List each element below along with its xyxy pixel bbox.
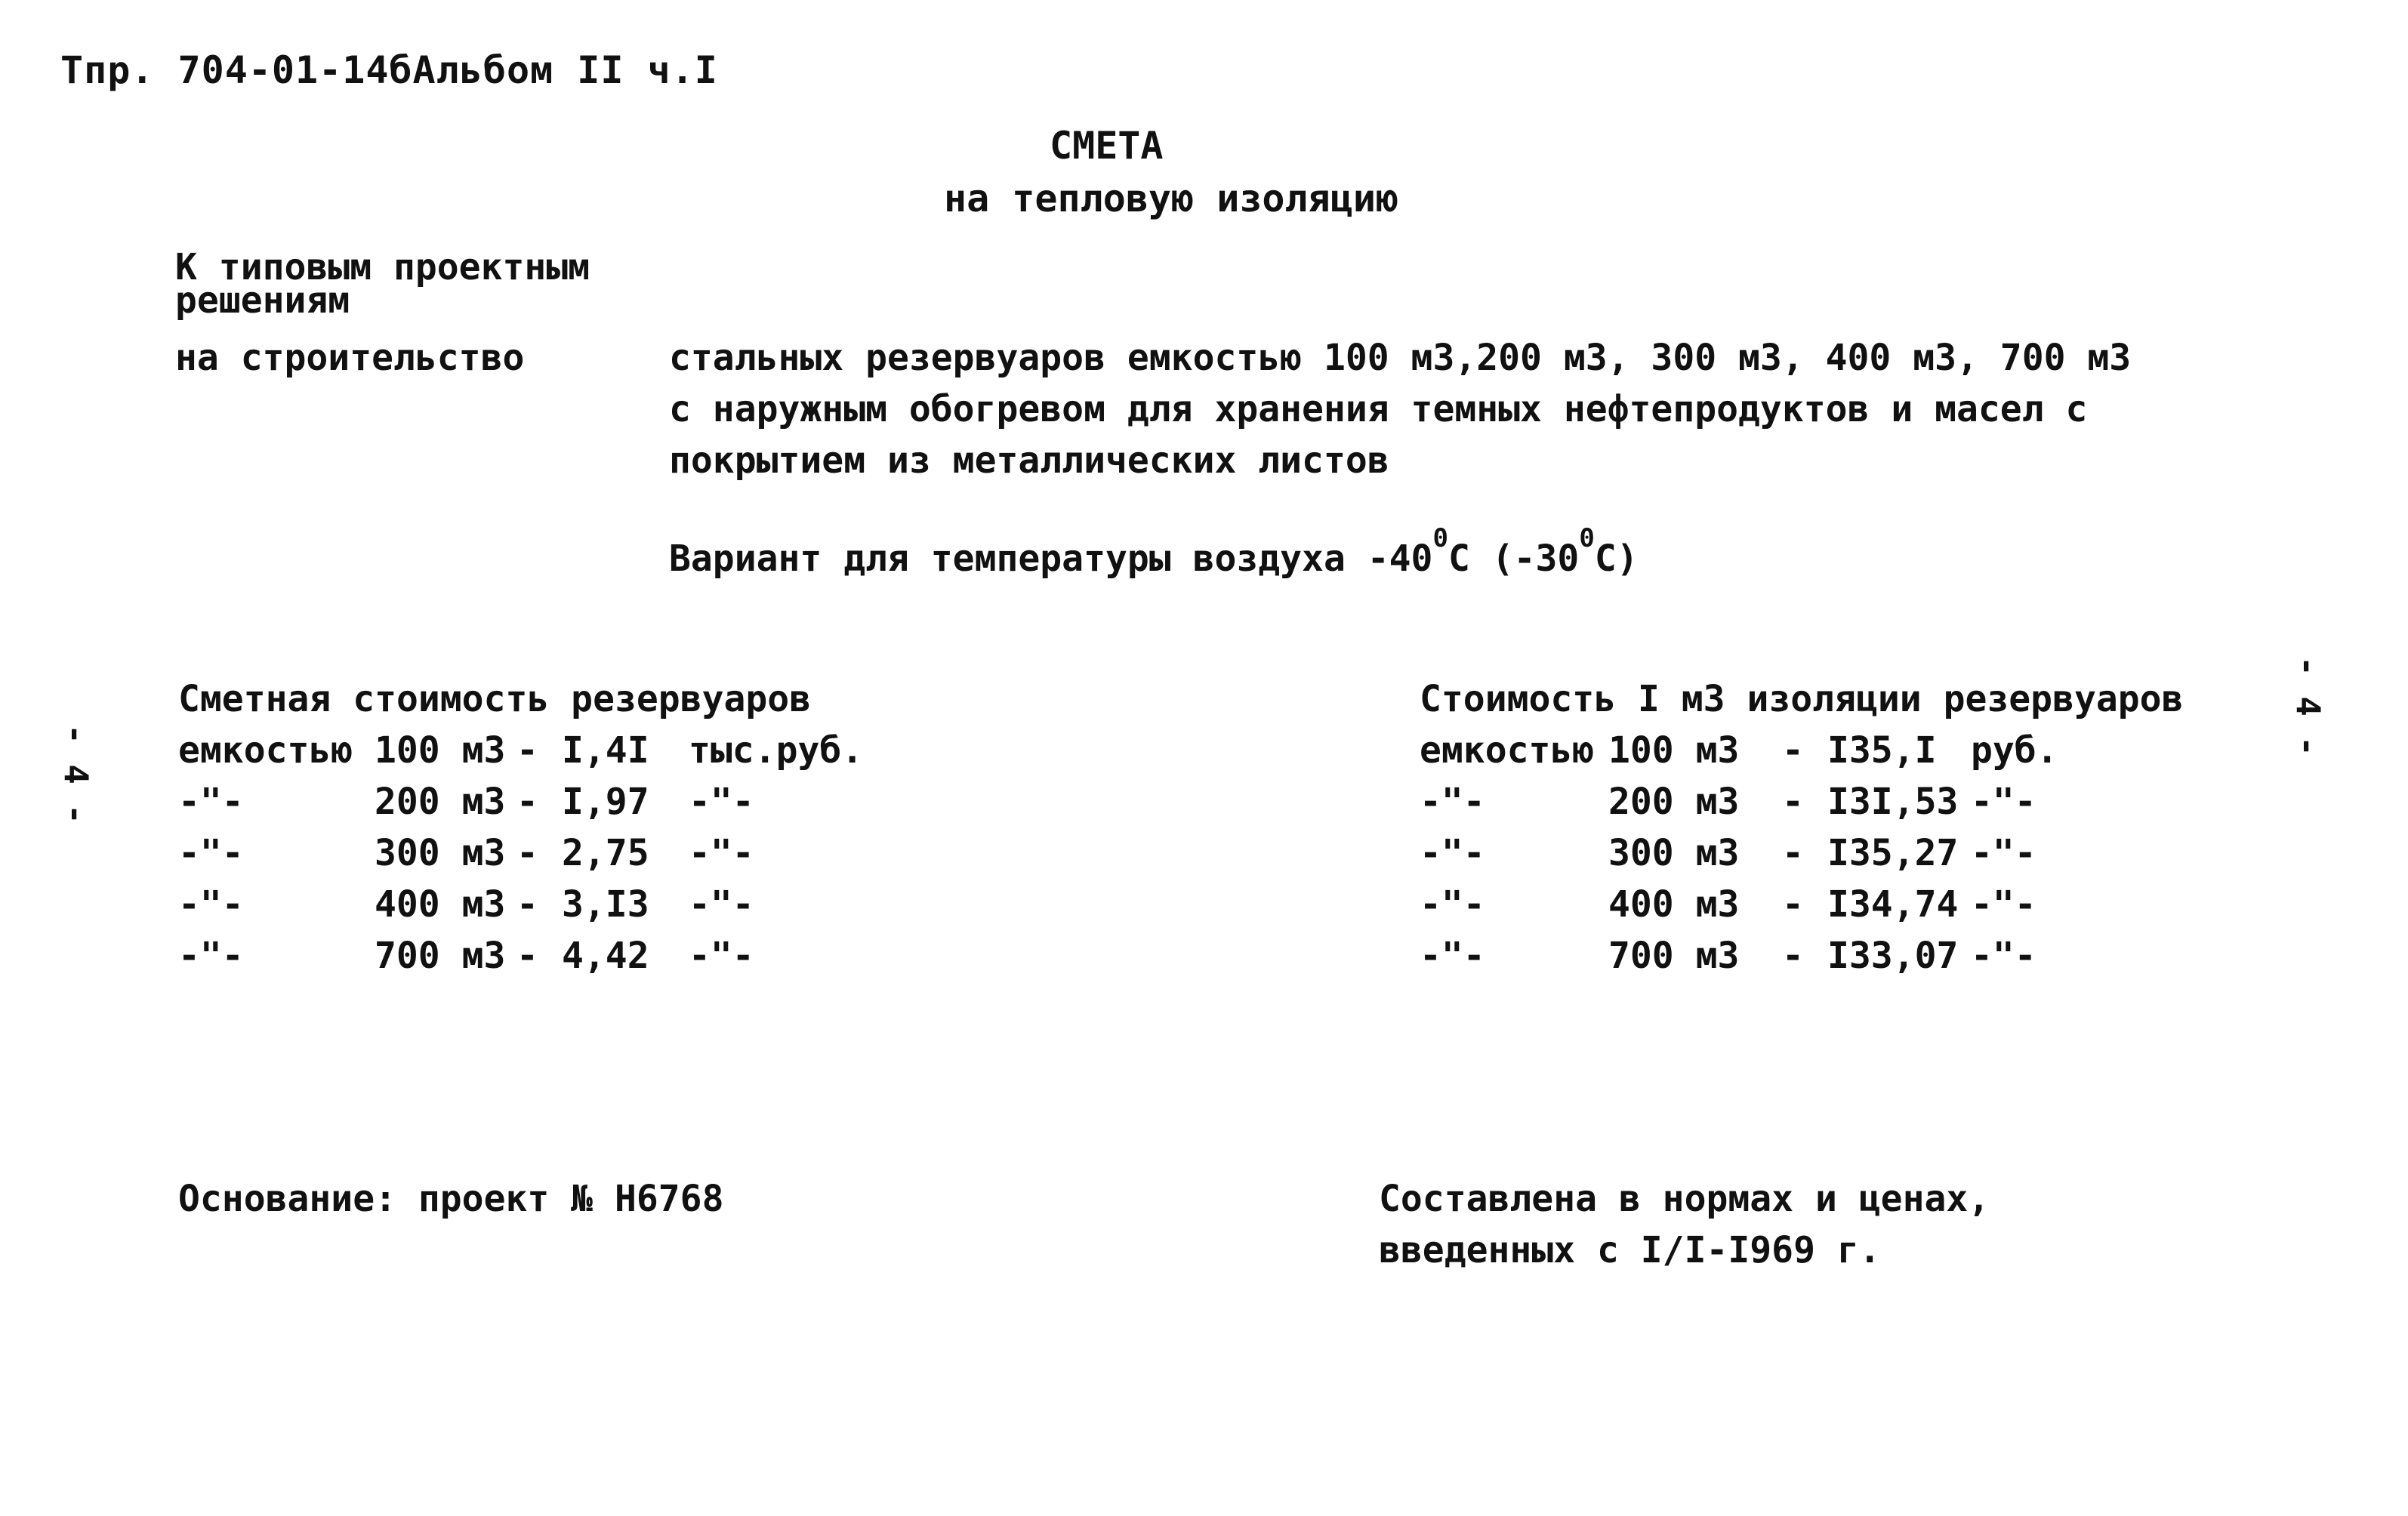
cell-dash: - xyxy=(516,729,538,772)
page-number-left: - 4 - xyxy=(56,724,95,824)
cell-value: I34,74 xyxy=(1827,883,1959,926)
cell-volume: 700 м3 xyxy=(1608,935,1740,977)
cell-unit: -"- xyxy=(1971,935,2036,977)
cell-unit: -"- xyxy=(689,883,754,926)
document-subtitle: на тепловую изоляцию xyxy=(944,177,1399,220)
cell-prefix: емкостью xyxy=(1420,729,1595,772)
for-label: на строительство xyxy=(175,337,525,379)
cell-unit: -"- xyxy=(689,832,754,874)
compiled-note-line2: введенных с I/I-I969 г. xyxy=(1379,1229,1881,1271)
cell-dash: - xyxy=(516,883,538,926)
cell-dash: - xyxy=(1782,729,1804,772)
to-label-line1: К типовым проектным xyxy=(175,246,590,288)
variant-line xyxy=(669,523,1639,580)
cell-dash: - xyxy=(516,935,538,977)
cell-value: 3,I3 xyxy=(562,883,649,926)
description-line3: покрытием из металлических листов xyxy=(669,439,1389,482)
cell-value: I35,I xyxy=(1827,729,1937,772)
cell-value: I3I,53 xyxy=(1827,781,1959,823)
cell-dash: - xyxy=(1782,883,1804,926)
description-line1: стальных резервуаров емкостью 100 м3,200 м3, 300 м3, 400 м3, 700 м3 xyxy=(669,337,2132,379)
cell-value: I35,27 xyxy=(1827,832,1959,874)
cell-volume: 400 м3 xyxy=(1608,883,1740,926)
cell-dash: - xyxy=(516,832,538,874)
cell-value: I,4I xyxy=(562,729,649,772)
variant-mid: С (-30 xyxy=(1448,538,1580,580)
cell-value: I,97 xyxy=(562,781,649,823)
cell-unit: -"- xyxy=(1971,781,2036,823)
cell-dash: - xyxy=(516,781,538,823)
cell-volume: 100 м3 xyxy=(375,729,506,772)
cell-unit: руб. xyxy=(1971,729,2058,772)
left-table-heading: Сметная стоимость резервуаров xyxy=(178,678,812,720)
cell-volume: 300 м3 xyxy=(1608,832,1740,874)
to-label-line2: решениям xyxy=(175,279,350,322)
variant-prefix: Вариант для температуры воздуха -40 xyxy=(669,538,1433,580)
cell-volume: 400 м3 xyxy=(375,883,506,926)
cell-value: 4,42 xyxy=(562,935,649,977)
cell-value: I33,07 xyxy=(1827,935,1959,977)
variant-degree-2: 0 xyxy=(1579,523,1595,553)
cell-unit: -"- xyxy=(1971,883,2036,926)
cell-prefix: -"- xyxy=(1420,832,1485,874)
cell-prefix: -"- xyxy=(178,832,244,874)
basis-note: Основание: проект № Н6768 xyxy=(178,1178,724,1220)
cell-volume: 200 м3 xyxy=(1608,781,1740,823)
cell-unit: -"- xyxy=(1971,832,2036,874)
cell-prefix: -"- xyxy=(1420,781,1485,823)
cell-unit: -"- xyxy=(689,781,754,823)
cell-prefix: -"- xyxy=(178,883,244,926)
cell-dash: - xyxy=(1782,832,1804,874)
right-table-heading: Стоимость I м3 изоляции резервуаров xyxy=(1420,678,2184,720)
cell-dash: - xyxy=(1782,935,1804,977)
variant-suffix: С) xyxy=(1594,538,1639,580)
cell-unit: тыс.руб. xyxy=(689,729,864,772)
cell-prefix: -"- xyxy=(178,781,244,823)
cell-prefix: -"- xyxy=(1420,935,1485,977)
description-line2: с наружным обогревом для хранения темных нефтепродуктов и масел с xyxy=(669,388,2088,430)
compiled-note-line1: Составлена в нормах и ценах, xyxy=(1379,1178,1990,1220)
variant-degree-1: 0 xyxy=(1432,523,1448,553)
page-number-right: - 4 - xyxy=(2288,656,2327,756)
cell-prefix: -"- xyxy=(178,935,244,977)
document-code: Тпр. 704-01-14бАльбом II ч.I xyxy=(60,48,718,92)
cell-volume: 200 м3 xyxy=(375,781,506,823)
cell-prefix: -"- xyxy=(1420,883,1485,926)
document-title: СМЕТА xyxy=(1050,124,1164,168)
cell-value: 2,75 xyxy=(562,832,649,874)
cell-volume: 100 м3 xyxy=(1608,729,1740,772)
cell-prefix: емкостью xyxy=(178,729,353,772)
cell-volume: 300 м3 xyxy=(375,832,506,874)
cell-volume: 700 м3 xyxy=(375,935,506,977)
cell-dash: - xyxy=(1782,781,1804,823)
cell-unit: -"- xyxy=(689,935,754,977)
